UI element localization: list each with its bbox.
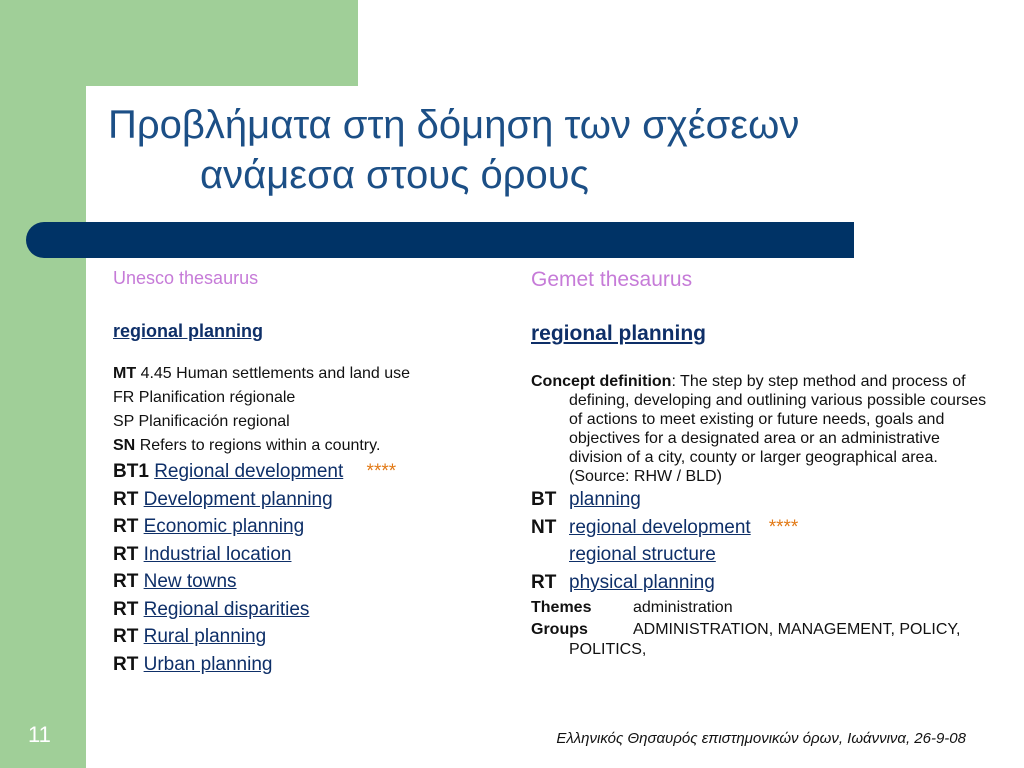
gemet-nt-row bbox=[531, 514, 991, 542]
rt-label: RT bbox=[113, 571, 139, 592]
unesco-rt-row bbox=[113, 651, 513, 679]
bt-link[interactable]: planning bbox=[569, 489, 641, 510]
rt-link[interactable]: Development planning bbox=[143, 488, 333, 510]
sn-label: SN bbox=[113, 437, 136, 454]
rt-label: RT bbox=[531, 571, 557, 593]
nt-label: NT bbox=[531, 516, 557, 538]
rt-link[interactable]: physical planning bbox=[569, 571, 715, 593]
groups-value: ADMINISTRATION, MANAGEMENT, POLICY, POLITICS, bbox=[569, 621, 961, 658]
concept-definition bbox=[531, 372, 991, 486]
rt-label: RT bbox=[113, 488, 139, 510]
rt-label: RT bbox=[113, 598, 139, 620]
title-line-2: ανάμεσα στους όρους bbox=[200, 153, 589, 197]
gemet-rt-row bbox=[531, 569, 991, 597]
unesco-rt-row bbox=[113, 541, 513, 569]
rt-label: RT bbox=[113, 653, 139, 675]
mt-label: MT bbox=[113, 365, 137, 382]
rt-label: RT bbox=[113, 543, 139, 565]
mt-value: 4.45 Human settlements and land use bbox=[140, 365, 411, 382]
title-divider-bar bbox=[26, 222, 854, 258]
unesco-rt-row bbox=[113, 596, 513, 624]
concept-text: : The step by step method and process of defining, developing and outlining various possible courses of actions to meet existing or future needs, goals and objectives for a designated area or an administrative division of a city, county or larger geographical area. (Source: RHW / BLD) bbox=[569, 373, 987, 485]
themes-label: Themes bbox=[531, 599, 592, 616]
unesco-mt-row bbox=[113, 362, 513, 386]
nt-stars: **** bbox=[768, 516, 799, 538]
gemet-bt-row bbox=[531, 486, 991, 514]
unesco-sn-row bbox=[113, 434, 513, 458]
title-line-1: Προβλήματα στη δόμηση των σχέσεων bbox=[108, 103, 800, 147]
sn-value: Refers to regions within a country. bbox=[139, 437, 381, 454]
concept-label: Concept definition bbox=[531, 373, 672, 390]
footer-caption: Ελληνικός Θησαυρός επιστημονικών όρων, Ιωάννινα, 26-9-08 bbox=[556, 730, 966, 747]
rt-link[interactable]: New towns bbox=[143, 571, 237, 592]
rt-link[interactable]: Economic planning bbox=[143, 516, 305, 537]
bt1-label: BT1 bbox=[113, 461, 149, 482]
unesco-rt-row bbox=[113, 486, 513, 514]
unesco-rt-row bbox=[113, 568, 513, 596]
unesco-rt-row bbox=[113, 513, 513, 541]
page-number: 11 bbox=[28, 722, 51, 747]
unesco-bt1-row bbox=[113, 458, 513, 486]
gemet-groups-row bbox=[531, 620, 991, 660]
slide-title bbox=[108, 100, 998, 200]
left-green-strip bbox=[0, 0, 86, 768]
top-green-block bbox=[86, 0, 358, 86]
gemet-column bbox=[531, 268, 991, 660]
unesco-fr-row: FR Planification régionale bbox=[113, 389, 296, 406]
themes-value: administration bbox=[633, 599, 733, 616]
gemet-term[interactable]: regional planning bbox=[531, 322, 707, 345]
bt-label: BT bbox=[531, 489, 557, 510]
rt-link[interactable]: Industrial location bbox=[143, 543, 292, 565]
bt1-link[interactable]: Regional development bbox=[154, 461, 344, 482]
rt-link[interactable]: Rural planning bbox=[143, 626, 267, 647]
unesco-column bbox=[113, 268, 513, 678]
unesco-rt-row bbox=[113, 623, 513, 651]
nt-link[interactable]: regional structure bbox=[569, 544, 716, 565]
unesco-heading: Unesco thesaurus bbox=[113, 268, 259, 288]
nt-link[interactable]: regional development bbox=[569, 516, 751, 538]
groups-label: Groups bbox=[531, 621, 588, 638]
bt1-stars: **** bbox=[366, 461, 397, 482]
rt-label: RT bbox=[113, 626, 139, 647]
gemet-heading: Gemet thesaurus bbox=[531, 268, 693, 291]
gemet-themes-row bbox=[531, 596, 991, 620]
rt-label: RT bbox=[113, 516, 139, 537]
gemet-nt-row-2 bbox=[531, 541, 991, 569]
unesco-sp-row: SP Planificación regional bbox=[113, 413, 290, 430]
rt-link[interactable]: Regional disparities bbox=[143, 598, 310, 620]
unesco-term[interactable]: regional planning bbox=[113, 321, 264, 341]
rt-link[interactable]: Urban planning bbox=[143, 653, 273, 675]
